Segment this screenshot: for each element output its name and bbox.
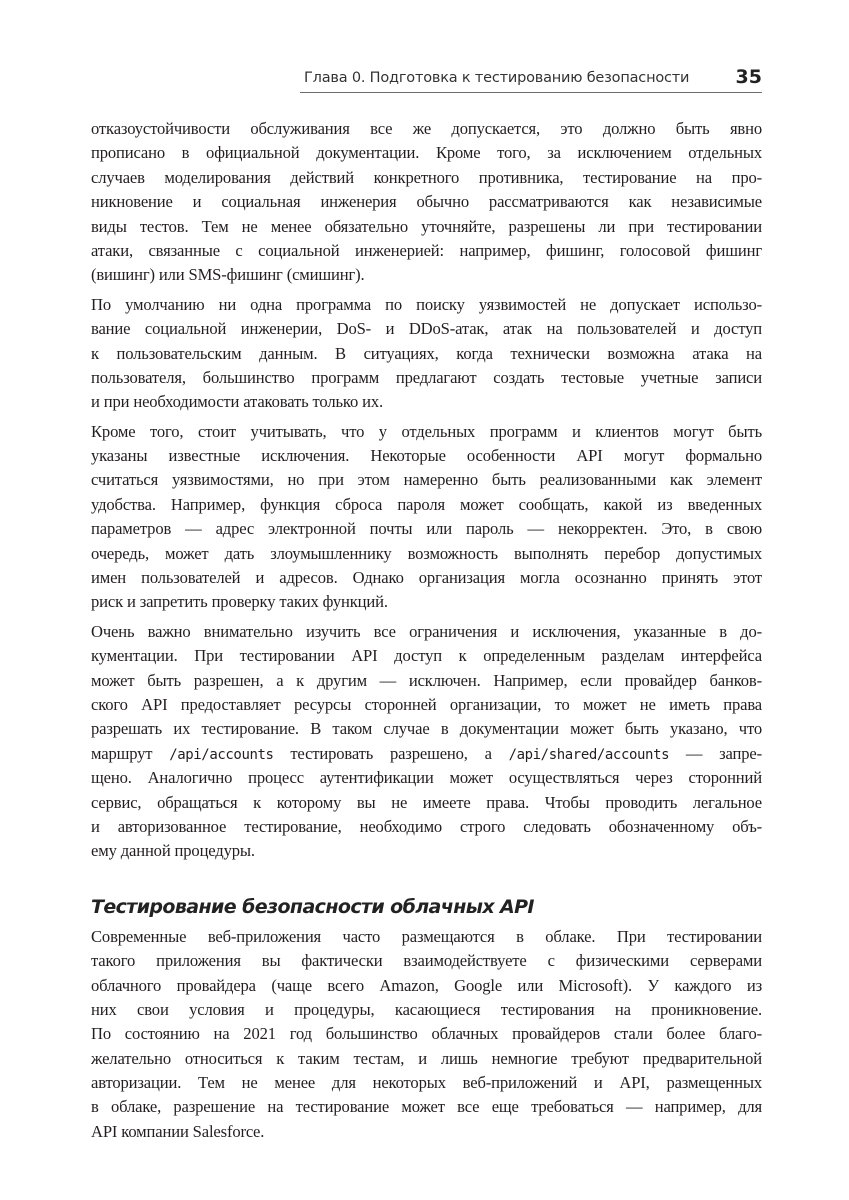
text-run: указаны известные исключения. Некоторые особенности API могут формально xyxy=(91,446,762,466)
text-line xyxy=(91,644,762,668)
text-run: пользователя, большинство программ предлагают создать тестовые учетные записи xyxy=(91,367,762,387)
text-run: прописано в официальной документации. Кроме того, за исключением отдельных xyxy=(91,143,762,163)
text-run: кументации. При тестировании API доступ к определенным разделам интерфейса xyxy=(91,646,762,666)
page-body xyxy=(91,117,762,1149)
text-run: может быть разрешен, а к другим — исключен. Например, если провайдер банков- xyxy=(91,670,762,690)
text-line xyxy=(91,293,762,317)
text-run: ского API предоставляет ресурсы сторонней организации, то может не иметь права xyxy=(91,694,762,714)
text-run: считаться уязвимостями, но при этом намеренно быть реализованными как элемент xyxy=(91,470,762,490)
paragraph xyxy=(91,420,762,615)
text-run: виды тестов. Тем не менее обязательно уточняйте, разрешены ли при тестировании xyxy=(91,216,762,236)
text-line xyxy=(91,366,762,390)
text-run: атаки, связанные с социальной инженерией: например, фишинг, голосовой фишинг xyxy=(91,240,762,260)
paragraph xyxy=(91,117,762,288)
text-line xyxy=(91,1022,762,1046)
text-line xyxy=(91,493,762,517)
text-run: API компании Salesforce. xyxy=(91,1121,265,1141)
text-run: щено. Аналогично процесс аутентификации может осуществляться через сторонний xyxy=(91,768,762,788)
text-run: (вишинг) или SMS-фишинг (смишинг). xyxy=(91,265,365,285)
text-run: авторизации. Тем не менее для некоторых веб-приложений и API, размещенных xyxy=(91,1073,762,1093)
section-heading: Тестирование безопасности облачных API xyxy=(91,895,534,918)
text-line xyxy=(91,693,762,717)
text-run: отказоустойчивости обслуживания все же допускается, это должно быть явно xyxy=(91,119,762,138)
text-line xyxy=(91,815,762,839)
text-line xyxy=(91,1047,762,1071)
text-line xyxy=(91,117,762,141)
text-line xyxy=(91,742,762,766)
text-run: По умолчанию ни одна программа по поиску уязвимостей не допускает использо- xyxy=(91,294,762,314)
text-run: в облаке, разрешение на тестирование может все еще требоваться — например, для xyxy=(91,1097,762,1117)
text-run: желательно относиться к таким тестам, и лишь немногие требуют предварительной xyxy=(91,1048,762,1068)
text-run: тестировать разрешено, а xyxy=(273,743,509,763)
text-line xyxy=(91,215,762,239)
text-line xyxy=(91,1071,762,1095)
text-line xyxy=(91,590,762,614)
text-run: облачного провайдера (чаще всего Amazon, Google или Microsoft). У каждого из xyxy=(91,975,762,995)
text-line xyxy=(91,669,762,693)
text-line xyxy=(91,190,762,214)
text-line xyxy=(91,420,762,444)
text-line xyxy=(91,166,762,190)
paragraph xyxy=(91,293,762,415)
text-line xyxy=(91,766,762,790)
text-run: Очень важно внимательно изучить все ограничения и исключения, указанные в до- xyxy=(91,621,762,641)
text-run: маршрут xyxy=(91,743,170,763)
text-line xyxy=(91,342,762,366)
text-line xyxy=(91,141,762,165)
text-run: Кроме того, стоит учитывать, что у отдельных программ и клиентов могут быть xyxy=(91,421,762,441)
text-run: разрешать их тестирование. В таком случае в документации может быть указано, что xyxy=(91,719,762,739)
text-line xyxy=(91,925,762,949)
text-line xyxy=(91,717,762,741)
text-line xyxy=(91,620,762,644)
text-line xyxy=(91,1120,762,1144)
chapter-title: Глава 0. Подготовка к тестированию безопасности xyxy=(304,70,690,86)
text-run: случаев моделирования действий конкретного противника, тестирование на про- xyxy=(91,167,762,187)
text-line xyxy=(91,998,762,1022)
text-run: удобства. Например, функция сброса пароля может сообщать, какой из введенных xyxy=(91,494,762,514)
text-run: к пользовательским данным. В ситуациях, когда технически возможна атака на xyxy=(91,343,762,363)
text-run: сервис, обращаться к которому вы не имеете права. Чтобы проводить легальное xyxy=(91,792,762,812)
page-number: 35 xyxy=(735,66,762,88)
text-line xyxy=(91,974,762,998)
text-run: вание социальной инженерии, DoS- и DDoS-атак, атак на пользователей и доступ xyxy=(91,319,762,339)
text-run: ему данной процедуры. xyxy=(91,841,255,861)
text-run: такого приложения вы фактически взаимодействуете с физическими серверами xyxy=(91,951,762,971)
text-run: параметров — адрес электронной почты или пароль — некорректен. Это, в свою xyxy=(91,519,762,539)
text-run: имен пользователей и адресов. Однако организация могла осознанно принять этот xyxy=(91,568,762,588)
text-run: никновение и социальная инженерия обычно рассматриваются как независимые xyxy=(91,192,762,212)
text-line xyxy=(91,566,762,590)
inline-code: /api/shared/accounts xyxy=(508,746,670,763)
text-run: По состоянию на 2021 год большинство облачных провайдеров стали более благо- xyxy=(91,1024,762,1044)
text-line xyxy=(91,444,762,468)
text-line xyxy=(91,317,762,341)
paragraph xyxy=(91,620,762,864)
paragraph xyxy=(91,925,762,1145)
text-line xyxy=(91,239,762,263)
text-run: — запре- xyxy=(669,743,762,763)
text-line xyxy=(91,839,762,863)
text-line xyxy=(91,390,762,414)
text-run: и при необходимости атаковать только их. xyxy=(91,392,383,412)
text-run: и авторизованное тестирование, необходимо строго следовать обозначенному объ- xyxy=(91,816,762,836)
running-header xyxy=(300,66,762,93)
text-line xyxy=(91,263,762,287)
text-run: риск и запретить проверку таких функций. xyxy=(91,592,388,612)
text-line xyxy=(91,949,762,973)
inline-code: /api/accounts xyxy=(169,746,274,763)
text-line xyxy=(91,468,762,492)
text-line xyxy=(91,791,762,815)
text-line xyxy=(91,1095,762,1119)
text-run: очередь, может дать злоумышленнику возможность выполнять перебор допустимых xyxy=(91,543,762,563)
text-line xyxy=(91,542,762,566)
text-run: Современные веб-приложения часто размещаются в облаке. При тестировании xyxy=(91,926,762,946)
text-line xyxy=(91,517,762,541)
text-run: них свои условия и процедуры, касающиеся тестирования на проникновение. xyxy=(91,999,762,1019)
